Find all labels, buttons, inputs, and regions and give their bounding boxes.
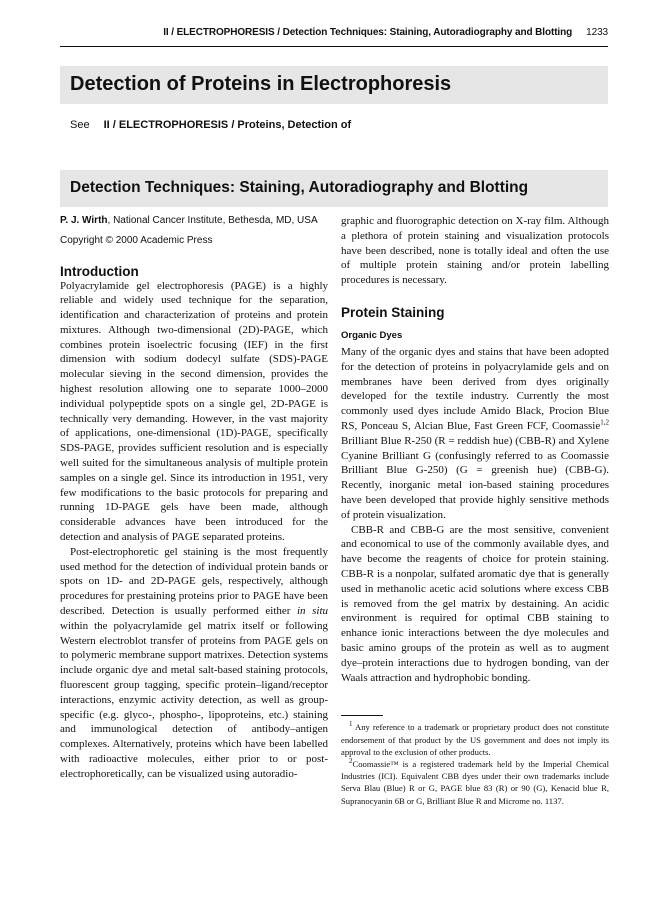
main-title-box (60, 66, 608, 104)
staining-paragraph-2: CBB-R and CBB-G are the most sensitive, convenient and economical to use of the commonly available dyes, and have become the reagents of choice for protein staining. CBB-R is a nonpolar, sulfated aromatic dye that is generally used in methanolic acetic acid solutions where excess CBB is removed from the gel matrix by destaining. An acidic environment is required for optimal CBB staining to enhance ionic interactions between the dye molecules and basic amino groups of the protein as well as to augment dye–protein interactions due to hydrogen bonding, van der Waals attraction and hydrophobic bonding. (341, 523, 609, 684)
footnotes (341, 721, 609, 806)
introduction-body (60, 279, 328, 782)
intro-paragraph-1: Polyacrylamide gel electrophoresis (PAGE) is a highly reliable and widely used technique for the separation, identification and characterization of proteins and protein mixtures. Although two-dimensional (2D)-PAGE, which combines protein isoelectric focusing (IEF) in the first dimension with sodium dodecyl sulfate (SDS)-PAGE molecular sieving in the second dimension, provides the highest resolution allowing one to separate 1000–2000 individual polypeptide spots on a single gel, 2D-PAGE is technically very demanding. However, in the vast majority of applications, one-dimensional (1D)-PAGE, specifically SDS-PAGE, provides sufficient resolution and is especially well suited for the simultaneous analysis of multiple protein samples on a single gel. Since its introduction in 1951, very few modifications to the basic protocols for preparing and running 1D-PAGE gels have been made, although considerable advances have been introduced for the detection and analysis of PAGE separated proteins. (60, 279, 328, 544)
article-title: Detection Techniques: Staining, Autoradiography and Blotting (70, 179, 529, 196)
intro-continuation (341, 214, 609, 288)
footnote-mark-2: 2 (349, 757, 353, 766)
author-line (60, 214, 328, 229)
staining-paragraph-1: Many of the organic dyes and stains that have been adopted for the detection of proteins in polyacrylamide gels and on membranes have been derived from dyes originally developed for the textile industry. Currently the most commonly used dyes include Amido Black, Procion Blue RS, Ponceau S, Alcian Blue, Fast Green FCF, Coomassie$^{1,2}$ Brilliant Blue R-250 (R = reddish hue) (CBB-R) and Xylene Cyanine Brilliant G (confusingly referred to as Coomassie Brilliant Blue G-250) (G = greenish hue) (CBB-G). Recently, inorganic metal ion-based staining procedures have been developed that provide highly sensitive methods of protein visualization. (341, 345, 609, 521)
header-rule (60, 46, 608, 47)
page-number: 1233 (586, 27, 608, 38)
intro-paragraph-2: Post-electrophoretic gel staining is the most frequently used method for the detection of individual protein bands or spots on 1D- and 2D-PAGE gels, respectively, although procedures for prestaining proteins prior to PAGE have been described. Detection is usually performed either in situ within the polyacrylamide gel matrix itself or following Western electroblot transfer of proteins from PAGE gels on to polymeric membrane support matrixes. Detection systems include organic dye and metal salt-based staining protocols, fluorescent group tagging, specific protein–ligand/receptor interactions, enzymic activity detection, as well as group-specific (e.g. glyco-, phospho-, lipoproteins, etc.) staining and immunological detection of antibody–antigen complexes. Alternatively, proteins which have been labelled with radioactive molecules, either prior to or post-electrophoretically, can be visualized using autoradio- (60, 545, 328, 780)
footnote-2: $^2$Coomassie™ is a registered trademark held by the Imperial Chemical Industries (ICI). Equivalent CBB dyes under their own trademarks include Serva Blau (Blue) R or G, PAGE blue 83 (R) or 90 (G), Kenacid blue R, Supranocyanin 6B or G, Brilliant Blue R and Microme no. 1137. (341, 757, 609, 806)
author-name: P. J. Wirth (60, 215, 108, 226)
copyright: Copyright © 2000 Academic Press (60, 234, 213, 246)
footnote-rule (341, 715, 383, 716)
footnote-mark-1: 1 (349, 720, 353, 729)
article-title-box (60, 170, 608, 207)
see-reference (70, 119, 351, 131)
footnote-ref[interactable]: 1,2 (600, 418, 609, 427)
heading-introduction: Introduction (60, 263, 139, 279)
subheading-organic-dyes: Organic Dyes (341, 329, 403, 341)
running-head-text: II / ELECTROPHORESIS / Detection Techniques: Staining, Autoradiography and Blotting (163, 27, 573, 38)
see-link[interactable]: II / ELECTROPHORESIS / Proteins, Detection of (103, 119, 352, 131)
main-title: Detection of Proteins in Electrophoresis (70, 73, 452, 95)
footnote-1: $^1$ Any reference to a trademark or proprietary product does not constitute endorsement of that product by the US government and does not imply its approval to the exclusion of other products. (341, 720, 609, 757)
author-affiliation: , National Cancer Institute, Bethesda, MD, USA (107, 215, 318, 226)
intro-paragraph-2-continued: graphic and fluorographic detection on X-ray film. Although a plethora of protein staining and visualization protocols have been described, none is totally ideal and often the use of multiple protein staining and/or protein labelling procedures is necessary. (341, 215, 609, 287)
italic-in-situ: in situ (296, 605, 328, 618)
heading-protein-staining: Protein Staining (341, 304, 445, 320)
left-column (60, 214, 328, 782)
protein-staining-body (341, 345, 609, 685)
see-label: See (70, 119, 90, 131)
running-head (0, 27, 608, 38)
right-column (341, 214, 609, 807)
